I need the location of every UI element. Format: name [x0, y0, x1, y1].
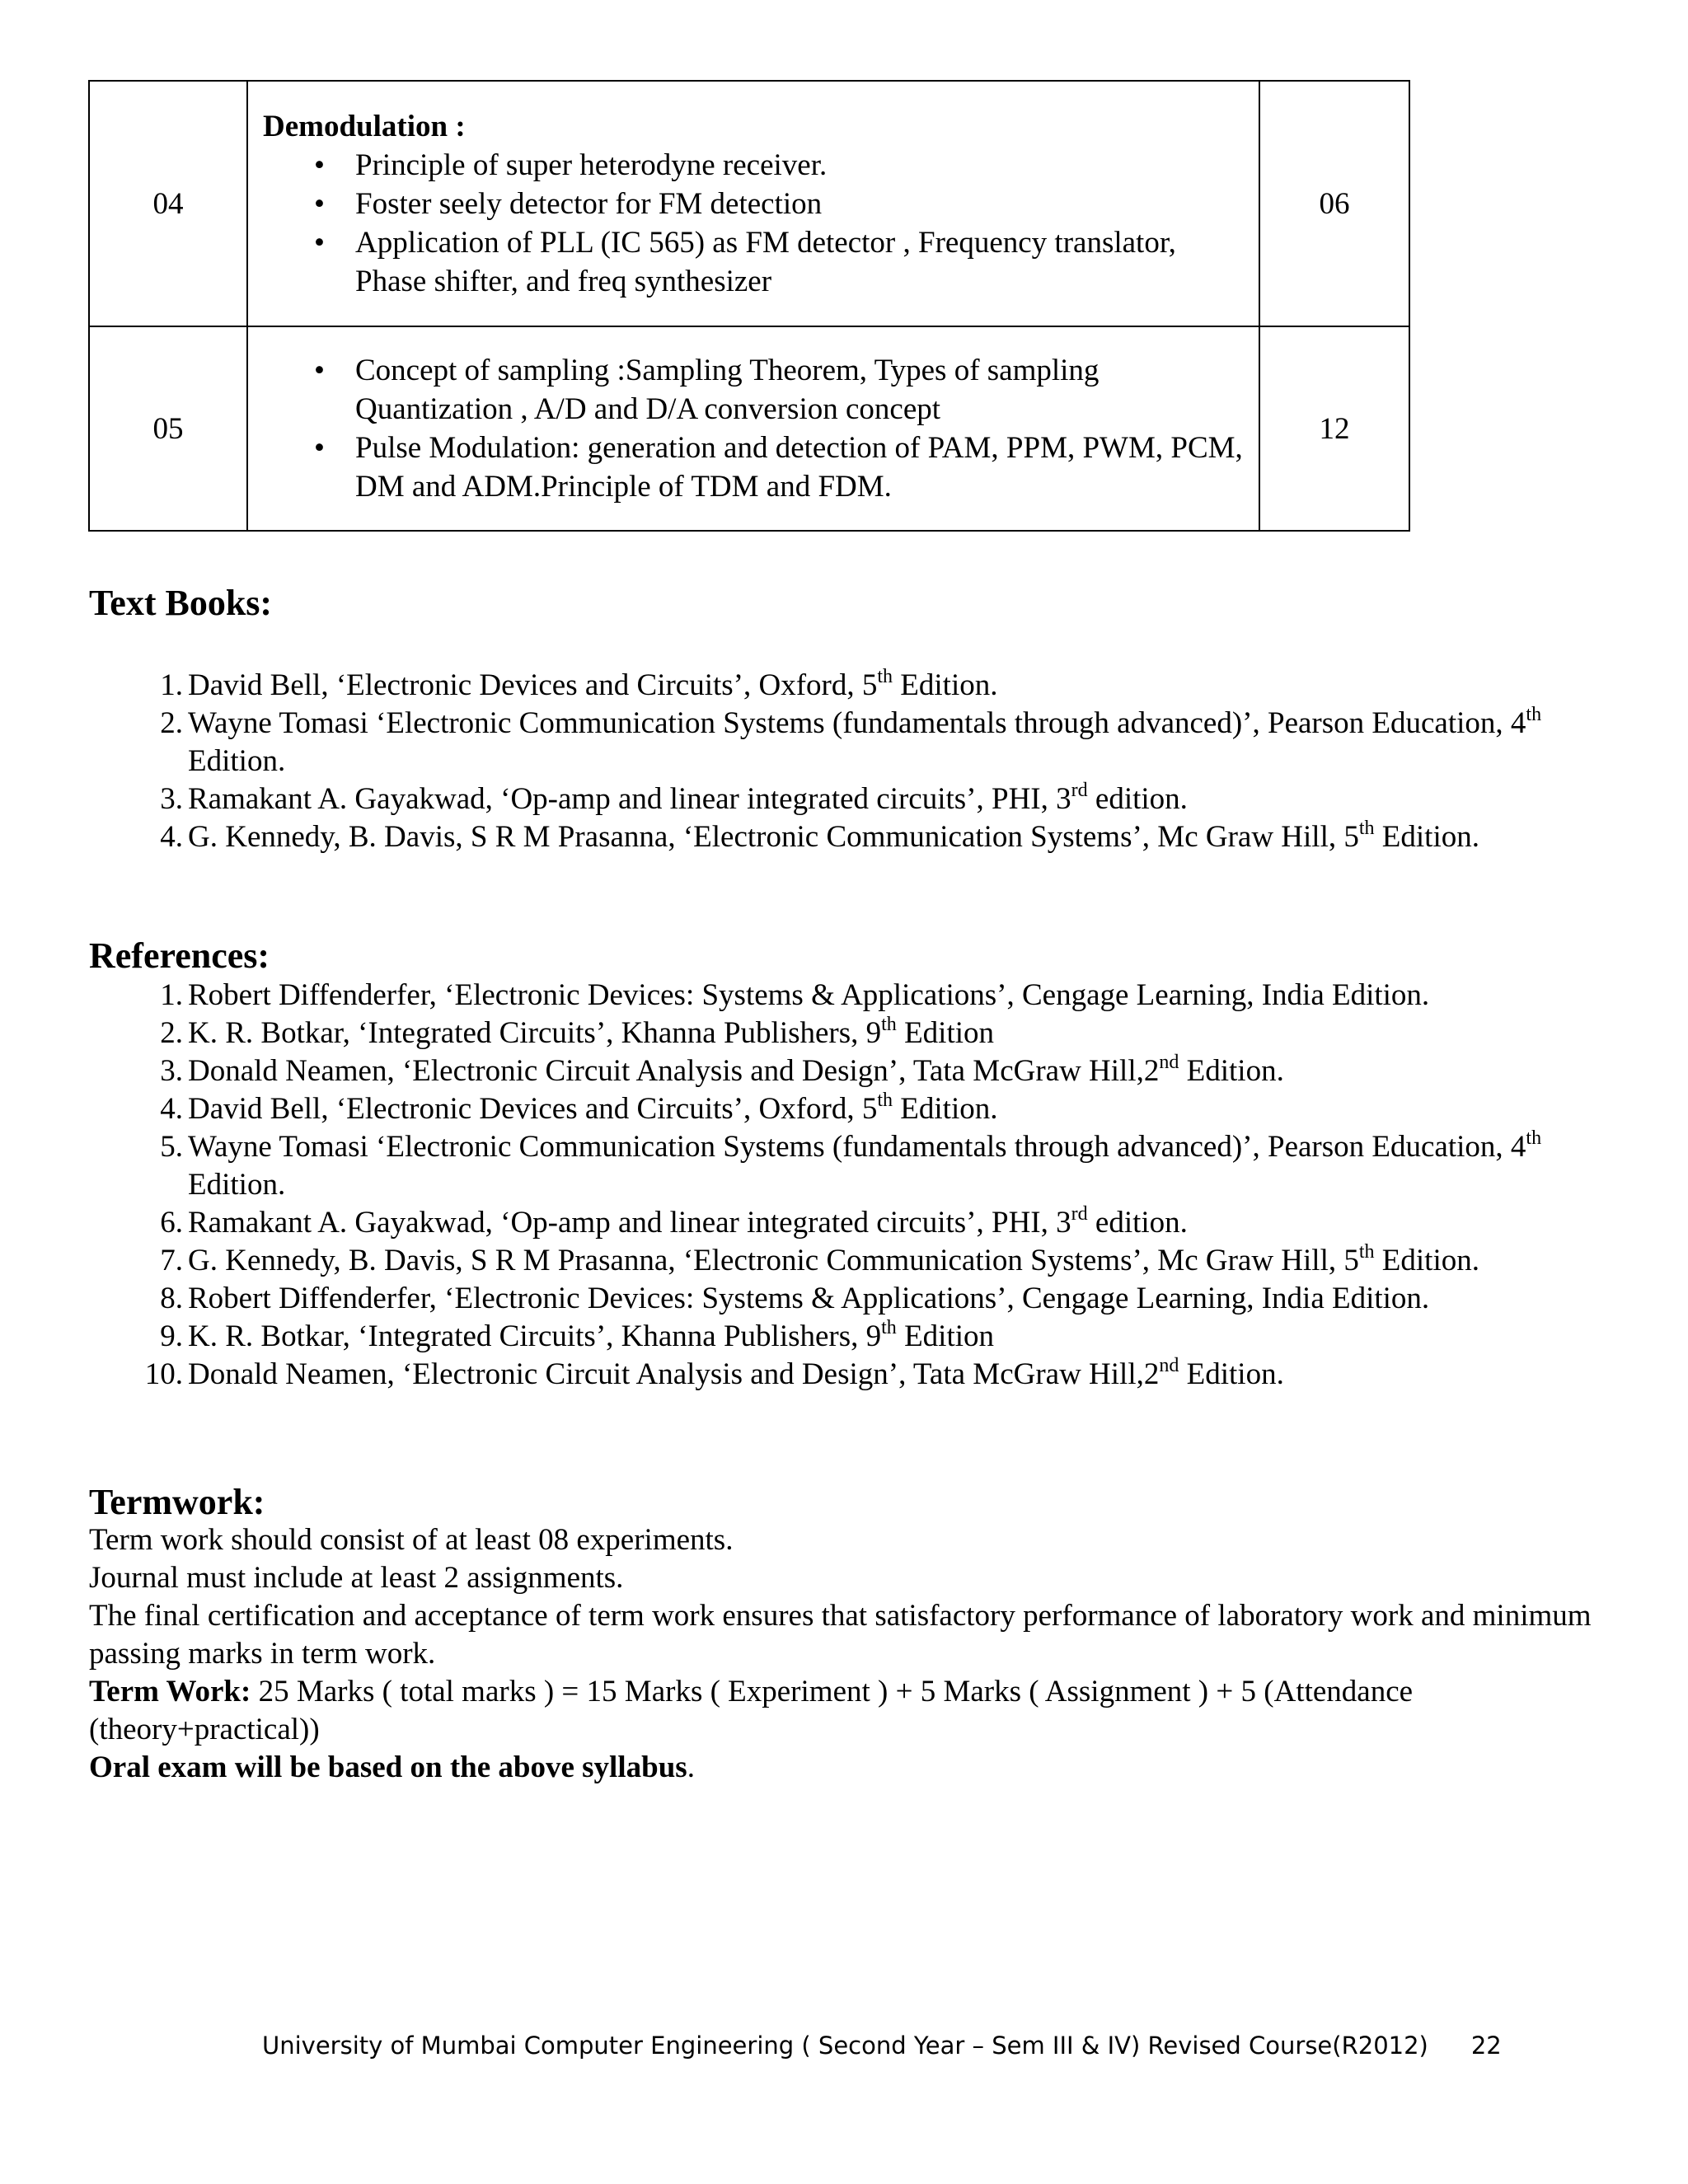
item-text-end: edition. — [1087, 1206, 1188, 1240]
termwork-line: The final certification and acceptance of term work ensures that satisfactory performance of laboratory work and minimum passing marks in term work. — [89, 1599, 1592, 1671]
table-row — [89, 326, 1409, 531]
item-number: 2. — [160, 706, 183, 740]
module-number: 04 — [89, 81, 247, 326]
item-number: 5. — [160, 1130, 183, 1164]
list-item — [0, 1242, 1606, 1280]
item-superscript: rd — [1071, 1202, 1088, 1225]
item-superscript: nd — [1159, 1354, 1179, 1376]
item-text: G. Kennedy, B. Davis, S R M Prasanna, ‘Electronic Communication Systems’, Mc Graw Hill, 5 — [188, 820, 1359, 854]
item-text: G. Kennedy, B. Davis, S R M Prasanna, ‘Electronic Communication Systems’, Mc Graw Hill, 5 — [188, 1244, 1359, 1277]
topic-list — [258, 351, 1249, 506]
item-text-end: Edition. — [893, 668, 998, 702]
table-row — [89, 81, 1409, 326]
list-item — [0, 818, 1606, 856]
module-hours: 06 — [1259, 81, 1409, 326]
termwork-heading: Termwork: — [89, 1482, 265, 1522]
item-text-end: Edition — [896, 1016, 995, 1050]
item-text: David Bell, ‘Electronic Devices and Circuits’, Oxford, 5 — [188, 668, 878, 702]
item-superscript: rd — [1071, 779, 1088, 801]
item-text: David Bell, ‘Electronic Devices and Circuits’, Oxford, 5 — [188, 1092, 878, 1126]
termwork-body — [89, 1521, 1614, 1787]
module-content — [247, 81, 1259, 326]
list-item — [0, 705, 1606, 780]
oral-exam-tail: . — [687, 1750, 695, 1784]
item-text-end: Edition. — [893, 1092, 998, 1126]
topic-item: • Concept of sampling :Sampling Theorem, Types of sampling Quantization , A/D and D/A conversion concept — [258, 351, 1249, 429]
item-text: Donald Neamen, ‘Electronic Circuit Analysis and Design’, Tata McGraw Hill,2 — [188, 1357, 1160, 1391]
syllabus-table — [88, 80, 1410, 532]
item-number: 4. — [160, 820, 183, 854]
item-number: 4. — [160, 1092, 183, 1126]
item-text: Wayne Tomasi ‘Electronic Communication Systems (fundamentals through advanced)’, Pearson Education, 4 — [188, 706, 1526, 740]
item-superscript: th — [1526, 1127, 1542, 1149]
item-text: Ramakant A. Gayakwad, ‘Op-amp and linear integrated circuits’, PHI, 3 — [188, 1206, 1071, 1240]
topic-item: • Application of PLL (IC 565) as FM detector , Frequency translator, Phase shifter, and freq synthesizer — [258, 223, 1249, 301]
item-number: 6. — [160, 1206, 183, 1240]
termwork-line: Term work should consist of at least 08 experiments. — [89, 1523, 734, 1557]
termwork-marks-label: Term Work: — [89, 1675, 251, 1708]
item-superscript: th — [1358, 1240, 1375, 1263]
item-text-end: Edition. — [1374, 820, 1479, 854]
topic-list — [258, 146, 1249, 301]
oral-exam-bold: Oral exam will be based on the above syllabus — [89, 1750, 687, 1784]
termwork-marks-text: 25 Marks ( total marks ) = 15 Marks ( Experiment ) + 5 Marks ( Assignment ) + 5 (Attendance (theory+practical)) — [89, 1675, 1414, 1746]
item-number: 3. — [160, 1054, 183, 1088]
item-text: K. R. Botkar, ‘Integrated Circuits’, Khanna Publishers, 9 — [188, 1319, 882, 1353]
item-text-end: Edition. — [1179, 1054, 1284, 1088]
item-superscript: th — [1526, 703, 1542, 725]
item-text-end: Edition. — [188, 744, 286, 778]
item-text-end: Edition — [896, 1319, 995, 1353]
item-superscript: th — [1358, 817, 1375, 839]
item-number: 8. — [160, 1282, 183, 1315]
item-text-end: Edition. — [1374, 1244, 1479, 1277]
topic-item: • Pulse Modulation: generation and detection of PAM, PPM, PWM, PCM, DM and ADM.Principle of TDM and FDM. — [258, 429, 1249, 506]
item-text-end: Edition. — [188, 1168, 286, 1202]
page-footer — [262, 2029, 1502, 2062]
module-number: 05 — [89, 326, 247, 531]
list-item — [0, 977, 1606, 1015]
item-text: Donald Neamen, ‘Electronic Circuit Analysis and Design’, Tata McGraw Hill,2 — [188, 1054, 1160, 1088]
item-number: 9. — [160, 1319, 183, 1353]
item-superscript: th — [881, 1316, 897, 1338]
topic-item: • Foster seely detector for FM detection — [258, 185, 1249, 223]
list-item — [0, 1128, 1606, 1204]
textbooks-heading: Text Books: — [89, 583, 273, 623]
item-superscript: nd — [1159, 1051, 1179, 1073]
list-item — [0, 1356, 1606, 1394]
item-text: Wayne Tomasi ‘Electronic Communication Systems (fundamentals through advanced)’, Pearson Education, 4 — [188, 1130, 1526, 1164]
item-text: Ramakant A. Gayakwad, ‘Op-amp and linear integrated circuits’, PHI, 3 — [188, 782, 1071, 816]
list-item — [0, 667, 1606, 705]
module-content — [247, 326, 1259, 531]
topic-item: • Principle of super heterodyne receiver. — [258, 146, 1249, 185]
list-item — [0, 1318, 1606, 1356]
item-text: Robert Diffenderfer, ‘Electronic Devices: Systems & Applications’, Cengage Learning, India Edition. — [188, 978, 1430, 1012]
footer-text: University of Mumbai Computer Engineering ( Second Year – Sem III & IV) Revised Course(R2012) — [262, 2032, 1428, 2060]
termwork-marks — [89, 1673, 1614, 1749]
item-number: 7. — [160, 1244, 183, 1277]
references-heading: References: — [89, 935, 270, 976]
references-list — [0, 977, 1606, 1394]
item-number: 10. — [144, 1357, 183, 1391]
item-text-end: Edition. — [1179, 1357, 1284, 1391]
item-superscript: th — [881, 1013, 897, 1035]
list-item — [0, 1052, 1606, 1090]
module-hours: 12 — [1259, 326, 1409, 531]
list-item — [0, 1204, 1606, 1242]
item-superscript: th — [877, 665, 893, 687]
textbooks-list — [0, 667, 1606, 856]
item-number: 3. — [160, 782, 183, 816]
termwork-line: Journal must include at least 2 assignments. — [89, 1561, 624, 1595]
list-item — [0, 1280, 1606, 1318]
item-number: 1. — [160, 978, 183, 1012]
item-text-end: edition. — [1087, 782, 1188, 816]
page-number: 22 — [1470, 2032, 1502, 2060]
list-item — [0, 1015, 1606, 1052]
module-title: Demodulation : — [263, 109, 466, 143]
item-superscript: th — [877, 1089, 893, 1111]
item-text: K. R. Botkar, ‘Integrated Circuits’, Khanna Publishers, 9 — [188, 1016, 882, 1050]
item-number: 2. — [160, 1016, 183, 1050]
list-item — [0, 780, 1606, 818]
item-number: 1. — [160, 668, 183, 702]
oral-exam-note — [89, 1749, 1614, 1787]
list-item — [0, 1090, 1606, 1128]
item-text: Robert Diffenderfer, ‘Electronic Devices: Systems & Applications’, Cengage Learning, India Edition. — [188, 1282, 1430, 1315]
